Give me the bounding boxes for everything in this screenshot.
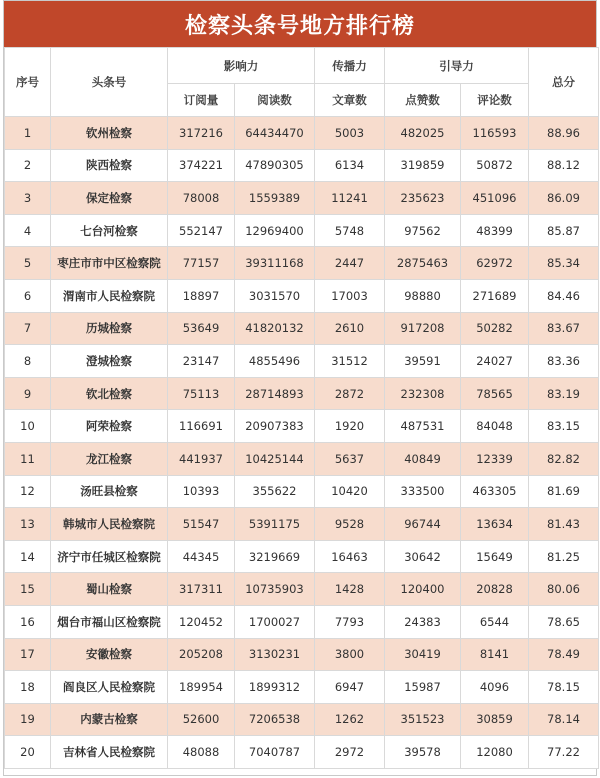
likes-cell: 235623 bbox=[385, 182, 461, 215]
reads-cell: 10735903 bbox=[235, 573, 315, 606]
likes-cell: 30642 bbox=[385, 540, 461, 573]
total-cell: 78.14 bbox=[529, 703, 599, 736]
articles-cell: 5637 bbox=[315, 442, 385, 475]
name-cell: 内蒙古检察 bbox=[51, 703, 168, 736]
rank-cell: 6 bbox=[5, 279, 51, 312]
articles-cell: 5748 bbox=[315, 214, 385, 247]
total-cell: 83.15 bbox=[529, 410, 599, 443]
reads-cell: 4855496 bbox=[235, 345, 315, 378]
name-cell: 烟台市福山区检察院 bbox=[51, 605, 168, 638]
rank-cell: 9 bbox=[5, 377, 51, 410]
rank-cell: 1 bbox=[5, 117, 51, 150]
total-cell: 80.06 bbox=[529, 573, 599, 606]
comments-cell: 451096 bbox=[461, 182, 529, 215]
comments-cell: 50282 bbox=[461, 312, 529, 345]
subscriptions-cell: 10393 bbox=[168, 475, 235, 508]
header-reads: 阅读数 bbox=[235, 84, 315, 117]
reads-cell: 355622 bbox=[235, 475, 315, 508]
subscriptions-cell: 189954 bbox=[168, 671, 235, 704]
reads-cell: 39311168 bbox=[235, 247, 315, 280]
rank-cell: 14 bbox=[5, 540, 51, 573]
rank-cell: 16 bbox=[5, 605, 51, 638]
likes-cell: 487531 bbox=[385, 410, 461, 443]
articles-cell: 1920 bbox=[315, 410, 385, 443]
comments-cell: 271689 bbox=[461, 279, 529, 312]
table-row bbox=[5, 508, 599, 541]
header-comments: 评论数 bbox=[461, 84, 529, 117]
table-row bbox=[5, 149, 599, 182]
subscriptions-cell: 51547 bbox=[168, 508, 235, 541]
reads-cell: 47890305 bbox=[235, 149, 315, 182]
likes-cell: 15987 bbox=[385, 671, 461, 704]
rank-cell: 11 bbox=[5, 442, 51, 475]
likes-cell: 96744 bbox=[385, 508, 461, 541]
header-guidance: 引导力 bbox=[385, 48, 529, 84]
comments-cell: 4096 bbox=[461, 671, 529, 704]
reads-cell: 1700027 bbox=[235, 605, 315, 638]
subscriptions-cell: 52600 bbox=[168, 703, 235, 736]
total-cell: 78.65 bbox=[529, 605, 599, 638]
likes-cell: 39578 bbox=[385, 736, 461, 769]
table-header bbox=[5, 48, 599, 117]
rank-cell: 4 bbox=[5, 214, 51, 247]
name-cell: 吉林省人民检察院 bbox=[51, 736, 168, 769]
likes-cell: 39591 bbox=[385, 345, 461, 378]
total-cell: 83.67 bbox=[529, 312, 599, 345]
rank-cell: 3 bbox=[5, 182, 51, 215]
likes-cell: 482025 bbox=[385, 117, 461, 150]
total-cell: 83.36 bbox=[529, 345, 599, 378]
comments-cell: 116593 bbox=[461, 117, 529, 150]
subscriptions-cell: 44345 bbox=[168, 540, 235, 573]
rank-cell: 7 bbox=[5, 312, 51, 345]
comments-cell: 30859 bbox=[461, 703, 529, 736]
table-row bbox=[5, 605, 599, 638]
comments-cell: 15649 bbox=[461, 540, 529, 573]
articles-cell: 6134 bbox=[315, 149, 385, 182]
subscriptions-cell: 552147 bbox=[168, 214, 235, 247]
name-cell: 保定检察 bbox=[51, 182, 168, 215]
comments-cell: 463305 bbox=[461, 475, 529, 508]
comments-cell: 50872 bbox=[461, 149, 529, 182]
subscriptions-cell: 120452 bbox=[168, 605, 235, 638]
name-cell: 钦北检察 bbox=[51, 377, 168, 410]
reads-cell: 20907383 bbox=[235, 410, 315, 443]
name-cell: 渭南市人民检察院 bbox=[51, 279, 168, 312]
total-cell: 77.22 bbox=[529, 736, 599, 769]
name-cell: 蜀山检察 bbox=[51, 573, 168, 606]
reads-cell: 7040787 bbox=[235, 736, 315, 769]
table-row bbox=[5, 117, 599, 150]
total-cell: 85.87 bbox=[529, 214, 599, 247]
name-cell: 陕西检察 bbox=[51, 149, 168, 182]
subscriptions-cell: 23147 bbox=[168, 345, 235, 378]
subscriptions-cell: 18897 bbox=[168, 279, 235, 312]
name-cell: 七台河检察 bbox=[51, 214, 168, 247]
total-cell: 82.82 bbox=[529, 442, 599, 475]
reads-cell: 3031570 bbox=[235, 279, 315, 312]
table-row bbox=[5, 345, 599, 378]
subscriptions-cell: 78008 bbox=[168, 182, 235, 215]
reads-cell: 41820132 bbox=[235, 312, 315, 345]
comments-cell: 78565 bbox=[461, 377, 529, 410]
table-row bbox=[5, 638, 599, 671]
total-cell: 81.69 bbox=[529, 475, 599, 508]
articles-cell: 2872 bbox=[315, 377, 385, 410]
total-cell: 81.25 bbox=[529, 540, 599, 573]
articles-cell: 3800 bbox=[315, 638, 385, 671]
articles-cell: 2972 bbox=[315, 736, 385, 769]
subscriptions-cell: 317216 bbox=[168, 117, 235, 150]
total-cell: 88.12 bbox=[529, 149, 599, 182]
comments-cell: 62972 bbox=[461, 247, 529, 280]
header-total: 总分 bbox=[529, 48, 599, 117]
table-row bbox=[5, 312, 599, 345]
rank-cell: 8 bbox=[5, 345, 51, 378]
reads-cell: 3130231 bbox=[235, 638, 315, 671]
name-cell: 钦州检察 bbox=[51, 117, 168, 150]
total-cell: 88.96 bbox=[529, 117, 599, 150]
articles-cell: 10420 bbox=[315, 475, 385, 508]
table-row bbox=[5, 736, 599, 769]
rank-cell: 2 bbox=[5, 149, 51, 182]
articles-cell: 17003 bbox=[315, 279, 385, 312]
name-cell: 澄城检察 bbox=[51, 345, 168, 378]
likes-cell: 30419 bbox=[385, 638, 461, 671]
reads-cell: 12969400 bbox=[235, 214, 315, 247]
subscriptions-cell: 205208 bbox=[168, 638, 235, 671]
rank-cell: 12 bbox=[5, 475, 51, 508]
reads-cell: 3219669 bbox=[235, 540, 315, 573]
header-row-group bbox=[5, 48, 599, 84]
table-row bbox=[5, 247, 599, 280]
total-cell: 86.09 bbox=[529, 182, 599, 215]
reads-cell: 28714893 bbox=[235, 377, 315, 410]
comments-cell: 84048 bbox=[461, 410, 529, 443]
subscriptions-cell: 75113 bbox=[168, 377, 235, 410]
articles-cell: 7793 bbox=[315, 605, 385, 638]
subscriptions-cell: 48088 bbox=[168, 736, 235, 769]
subscriptions-cell: 374221 bbox=[168, 149, 235, 182]
articles-cell: 1262 bbox=[315, 703, 385, 736]
header-spread: 传播力 bbox=[315, 48, 385, 84]
rank-cell: 17 bbox=[5, 638, 51, 671]
reads-cell: 64434470 bbox=[235, 117, 315, 150]
likes-cell: 333500 bbox=[385, 475, 461, 508]
table-row bbox=[5, 475, 599, 508]
subscriptions-cell: 53649 bbox=[168, 312, 235, 345]
table-row bbox=[5, 377, 599, 410]
likes-cell: 97562 bbox=[385, 214, 461, 247]
comments-cell: 20828 bbox=[461, 573, 529, 606]
page-title: 检察头条号地方排行榜 bbox=[184, 13, 415, 39]
articles-cell: 2447 bbox=[315, 247, 385, 280]
comments-cell: 12339 bbox=[461, 442, 529, 475]
table-row bbox=[5, 442, 599, 475]
reads-cell: 1899312 bbox=[235, 671, 315, 704]
rank-cell: 18 bbox=[5, 671, 51, 704]
likes-cell: 24383 bbox=[385, 605, 461, 638]
table-row bbox=[5, 540, 599, 573]
comments-cell: 8141 bbox=[461, 638, 529, 671]
rank-cell: 13 bbox=[5, 508, 51, 541]
subscriptions-cell: 77157 bbox=[168, 247, 235, 280]
likes-cell: 917208 bbox=[385, 312, 461, 345]
name-cell: 济宁市任城区检察院 bbox=[51, 540, 168, 573]
total-cell: 81.43 bbox=[529, 508, 599, 541]
articles-cell: 31512 bbox=[315, 345, 385, 378]
likes-cell: 351523 bbox=[385, 703, 461, 736]
articles-cell: 5003 bbox=[315, 117, 385, 150]
articles-cell: 9528 bbox=[315, 508, 385, 541]
likes-cell: 120400 bbox=[385, 573, 461, 606]
name-cell: 韩城市人民检察院 bbox=[51, 508, 168, 541]
rank-cell: 10 bbox=[5, 410, 51, 443]
reads-cell: 10425144 bbox=[235, 442, 315, 475]
rank-cell: 19 bbox=[5, 703, 51, 736]
subscriptions-cell: 317311 bbox=[168, 573, 235, 606]
articles-cell: 16463 bbox=[315, 540, 385, 573]
title-bar bbox=[4, 1, 596, 47]
articles-cell: 6947 bbox=[315, 671, 385, 704]
table-row bbox=[5, 279, 599, 312]
reads-cell: 5391175 bbox=[235, 508, 315, 541]
likes-cell: 40849 bbox=[385, 442, 461, 475]
table-row bbox=[5, 703, 599, 736]
name-cell: 汤旺县检察 bbox=[51, 475, 168, 508]
name-cell: 阎良区人民检察院 bbox=[51, 671, 168, 704]
likes-cell: 2875463 bbox=[385, 247, 461, 280]
total-cell: 83.19 bbox=[529, 377, 599, 410]
header-subscriptions: 订阅量 bbox=[168, 84, 235, 117]
total-cell: 78.15 bbox=[529, 671, 599, 704]
rank-cell: 5 bbox=[5, 247, 51, 280]
name-cell: 龙江检察 bbox=[51, 442, 168, 475]
likes-cell: 232308 bbox=[385, 377, 461, 410]
articles-cell: 2610 bbox=[315, 312, 385, 345]
likes-cell: 98880 bbox=[385, 279, 461, 312]
comments-cell: 48399 bbox=[461, 214, 529, 247]
subscriptions-cell: 441937 bbox=[168, 442, 235, 475]
name-cell: 安徽检察 bbox=[51, 638, 168, 671]
articles-cell: 1428 bbox=[315, 573, 385, 606]
header-articles: 文章数 bbox=[315, 84, 385, 117]
reads-cell: 1559389 bbox=[235, 182, 315, 215]
articles-cell: 11241 bbox=[315, 182, 385, 215]
ranking-table bbox=[4, 47, 599, 769]
comments-cell: 13634 bbox=[461, 508, 529, 541]
total-cell: 78.49 bbox=[529, 638, 599, 671]
subscriptions-cell: 116691 bbox=[168, 410, 235, 443]
header-name: 头条号 bbox=[51, 48, 168, 117]
name-cell: 枣庄市市中区检察院 bbox=[51, 247, 168, 280]
comments-cell: 6544 bbox=[461, 605, 529, 638]
table-row bbox=[5, 214, 599, 247]
likes-cell: 319859 bbox=[385, 149, 461, 182]
total-cell: 85.34 bbox=[529, 247, 599, 280]
header-influence: 影响力 bbox=[168, 48, 315, 84]
comments-cell: 24027 bbox=[461, 345, 529, 378]
header-likes: 点赞数 bbox=[385, 84, 461, 117]
ranking-document bbox=[3, 0, 597, 776]
table-row bbox=[5, 671, 599, 704]
name-cell: 阿荣检察 bbox=[51, 410, 168, 443]
comments-cell: 12080 bbox=[461, 736, 529, 769]
table-body bbox=[5, 117, 599, 769]
reads-cell: 7206538 bbox=[235, 703, 315, 736]
table-row bbox=[5, 410, 599, 443]
rank-cell: 20 bbox=[5, 736, 51, 769]
name-cell: 历城检察 bbox=[51, 312, 168, 345]
header-rank: 序号 bbox=[5, 48, 51, 117]
total-cell: 84.46 bbox=[529, 279, 599, 312]
table-row bbox=[5, 573, 599, 606]
rank-cell: 15 bbox=[5, 573, 51, 606]
table-row bbox=[5, 182, 599, 215]
